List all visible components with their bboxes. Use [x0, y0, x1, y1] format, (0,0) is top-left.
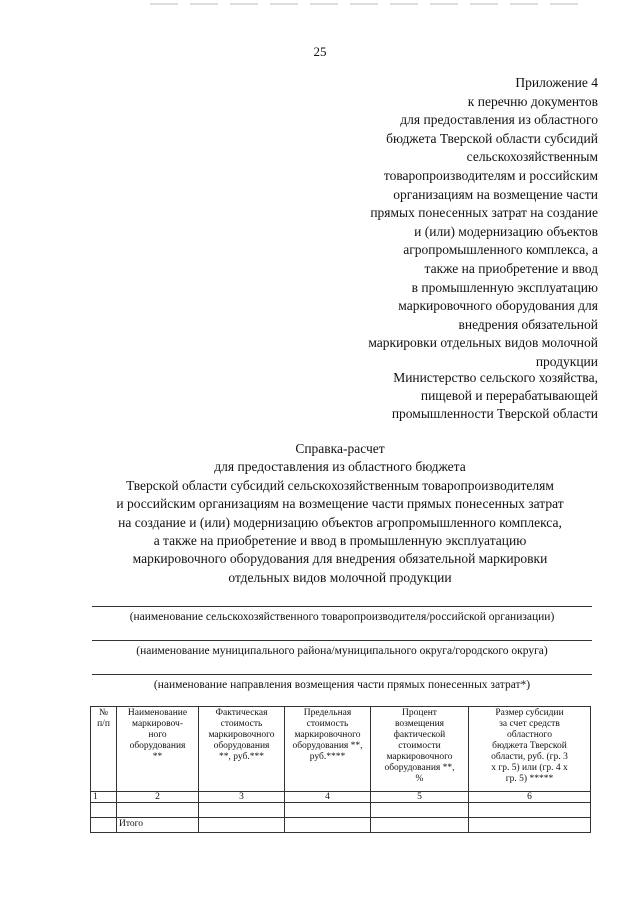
table-cell[interactable]: [469, 803, 591, 818]
appendix-line: организациям на возмещение части: [393, 186, 598, 202]
appendix-line: также на приобретение и ввод: [424, 260, 598, 276]
appendix-line: и (или) модернизацию объектов: [414, 223, 598, 239]
field-caption: (наименование сельскохозяйственного товаропроизводителя/российской организации): [129, 611, 555, 623]
appendix-line: в промышленную эксплуатацию: [411, 279, 598, 295]
header-cell-reimbursement-percent: Процент возмещения фактической стоимости маркировочного оборудования **, %: [371, 707, 469, 792]
table-header-row: [91, 707, 591, 792]
reimbursement-direction-field[interactable]: [92, 674, 592, 691]
appendix-line: для предоставления из областного: [400, 112, 598, 128]
appendix-line: маркировочного оборудования для: [398, 298, 598, 314]
fill-in-line: [92, 606, 592, 607]
table-cell[interactable]: [469, 818, 591, 833]
total-label: Итого: [117, 818, 199, 833]
table-cell[interactable]: [91, 803, 117, 818]
column-number: 2: [117, 792, 199, 803]
column-number: 6: [469, 792, 591, 803]
appendix-line: сельскохозяйственным: [466, 149, 598, 165]
document-title: [60, 440, 620, 587]
field-caption: (наименование направления возмещения части прямых понесенных затрат*): [153, 679, 531, 691]
table-cell: [91, 818, 117, 833]
table-cell[interactable]: [285, 803, 371, 818]
addressee-line: промышленности Тверской области: [391, 406, 598, 421]
title-line: а также на приобретение и ввод в промышленную эксплуатацию: [153, 533, 527, 549]
page-number: 25: [313, 44, 327, 59]
appendix-line: бюджета Тверской области субсидий: [386, 130, 598, 146]
table-cell[interactable]: [117, 803, 199, 818]
fill-in-line: [92, 674, 592, 675]
addressee-block: [298, 369, 598, 423]
appendix-line: агропромышленного комплекса, а: [403, 242, 598, 258]
column-number: 5: [371, 792, 469, 803]
title-line: на создание и (или) модернизацию объектов агропромышленного комплекса,: [118, 514, 562, 530]
district-name-field[interactable]: [92, 640, 592, 657]
appendix-line: к перечню документов: [467, 93, 598, 109]
header-cell-equipment-name: Наименование маркировоч- ного оборудования **: [117, 707, 199, 792]
appendix-block: [298, 74, 598, 372]
table-cell[interactable]: [199, 818, 285, 833]
appendix-line: Приложение 4: [515, 75, 598, 90]
title-line: для предоставления из областного бюджета: [214, 459, 466, 475]
total-row: [91, 818, 591, 833]
appendix-line: маркировки отдельных видов молочной: [368, 335, 598, 351]
title-line: маркировочного оборудования для внедрения обязательной маркировки: [132, 551, 548, 567]
appendix-line: прямых понесенных затрат на создание: [370, 205, 598, 221]
column-number-row: [91, 792, 591, 803]
title-line: Справка-расчет: [295, 441, 385, 456]
scan-artifact: [150, 3, 590, 5]
title-line: и российским организациям на возмещение части прямых понесенных затрат: [116, 496, 564, 512]
table-cell[interactable]: [285, 818, 371, 833]
header-cell-actual-cost: Фактическая стоимость маркировочного оборудования **, руб.***: [199, 707, 285, 792]
appendix-line: товаропроизводителям и российским: [383, 167, 598, 183]
table-row: [91, 803, 591, 818]
column-number: 3: [199, 792, 285, 803]
producer-name-field[interactable]: [92, 606, 592, 623]
column-number: 1: [91, 792, 117, 803]
subsidy-calculation-table: [90, 706, 591, 833]
table-cell[interactable]: [199, 803, 285, 818]
header-cell-number: № п/п: [91, 707, 117, 792]
title-line: Тверской области субсидий сельскохозяйственным товаропроизводителям: [126, 477, 554, 493]
header-cell-limit-cost: Предельная стоимость маркировочного оборудования **, руб.****: [285, 707, 371, 792]
appendix-line: продукции: [535, 353, 598, 369]
fill-in-line: [92, 640, 592, 641]
appendix-line: внедрения обязательной: [458, 316, 598, 332]
title-line: отдельных видов молочной продукции: [228, 569, 452, 585]
table-cell[interactable]: [371, 818, 469, 833]
field-caption: (наименование муниципального района/муниципального округа/городского округа): [136, 645, 548, 657]
column-number: 4: [285, 792, 371, 803]
addressee-line: пищевой и перерабатывающей: [420, 388, 598, 403]
addressee-line: Министерство сельского хозяйства,: [393, 370, 598, 385]
header-cell-subsidy-amount: Размер субсидии за счет средств областного бюджета Тверской области, руб. (гр. 3 х гр. 5) или (гр. 4 х гр. 5) *****: [469, 707, 591, 792]
table-cell[interactable]: [371, 803, 469, 818]
